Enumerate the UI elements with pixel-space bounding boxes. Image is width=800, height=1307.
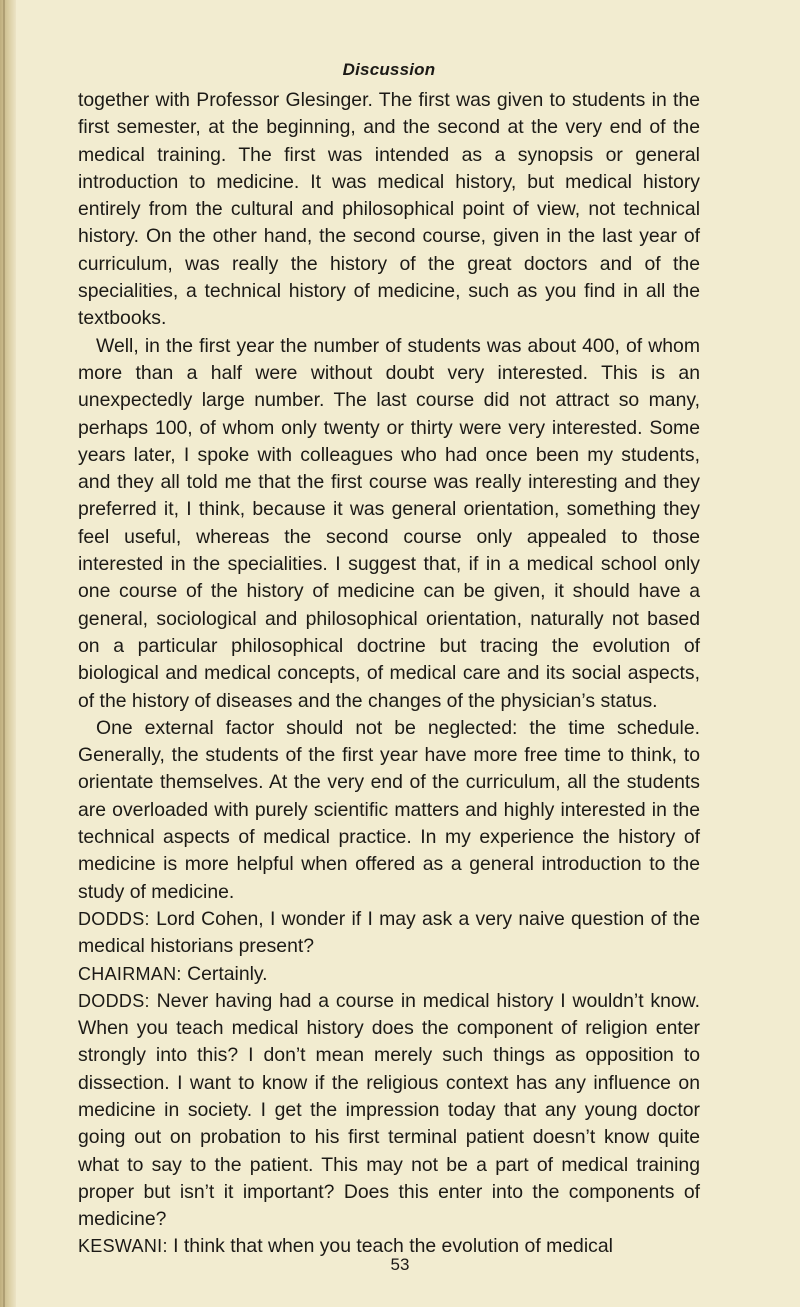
- paragraph-text: Certainly.: [187, 962, 268, 985]
- paragraph: [78, 961, 700, 988]
- paragraph: [78, 988, 700, 1234]
- speaker-label: CHAIRMAN:: [78, 963, 182, 984]
- paragraph-text: Lord Cohen, I wonder if I may ask a very naive question of the medical historians present?: [78, 907, 700, 958]
- body-text: [78, 87, 700, 1261]
- paragraph-text: One external factor should not be neglected: the time schedule. Generally, the students of the first year have more free time to think, to orientate themselves. At the very end of the curriculum, all the students are overloaded with purely scientific matters and highly interested in the technical aspects of medical practice. In my experience the history of medicine is more helpful when offered as a general introduction to the study of medicine.: [78, 716, 700, 903]
- paragraph-text: Well, in the first year the number of students was about 400, of whom more than a half were without doubt very interested. This is an unexpectedly large number. The last course did not attract so many, perhaps 100, of whom only twenty or thirty were very interested. Some years later, I spoke with colleagues who had once been my students, and they all told me that the first course was really interesting and they preferred it, I think, because it was general orientation, something they feel useful, whereas the second course only appealed to those interested in the specialities. I suggest that, if in a medical school only one course of the history of medicine can be given, it should have a general, sociological and philosophical orientation, naturally not based on a particular philosophical doctrine but tracing the evolution of biological and medical concepts, of medical care and its social aspects, of the history of diseases and the changes of the physician’s status.: [78, 334, 700, 712]
- page-number: 53: [390, 1255, 410, 1274]
- paragraph: [78, 333, 700, 715]
- paragraph-text: Never having had a course in medical history I wouldn’t know. When you teach medical history does the component of religion enter strongly into this? I don’t mean merely such things as opposition to dissection. I want to know if the religious context has any influence on medicine in society. I get the impression today that any young doctor going out on probation to his first terminal patient doesn’t know quite what to say to the patient. This may not be a part of medical training proper but isn’t it important? Does this enter into the components of medicine?: [78, 989, 700, 1231]
- running-head: Discussion: [342, 60, 436, 79]
- paragraph: [78, 715, 700, 906]
- speaker-label: DODDS:: [78, 990, 150, 1011]
- paragraph-text: together with Professor Glesinger. The first was given to students in the first semester, at the beginning, and the second at the very end of the medical training. The first was intended as a synopsis or general introduction to medicine. It was medical history, but medical history entirely from the cultural and philosophical point of view, not technical history. On the other hand, the second course, given in the last year of curriculum, was really the history of the great doctors and of the specialities, a technical history of medicine, such as you find in all the textbooks.: [78, 89, 700, 330]
- speaker-label: DODDS:: [78, 908, 150, 929]
- page-binding-edge: [0, 0, 16, 1307]
- speaker-label: KESWANI:: [78, 1236, 168, 1257]
- paragraph-text: I think that when you teach the evolution of medical: [173, 1235, 613, 1258]
- paragraph: [78, 906, 700, 961]
- page-content: [78, 60, 700, 1261]
- paragraph: [78, 87, 700, 333]
